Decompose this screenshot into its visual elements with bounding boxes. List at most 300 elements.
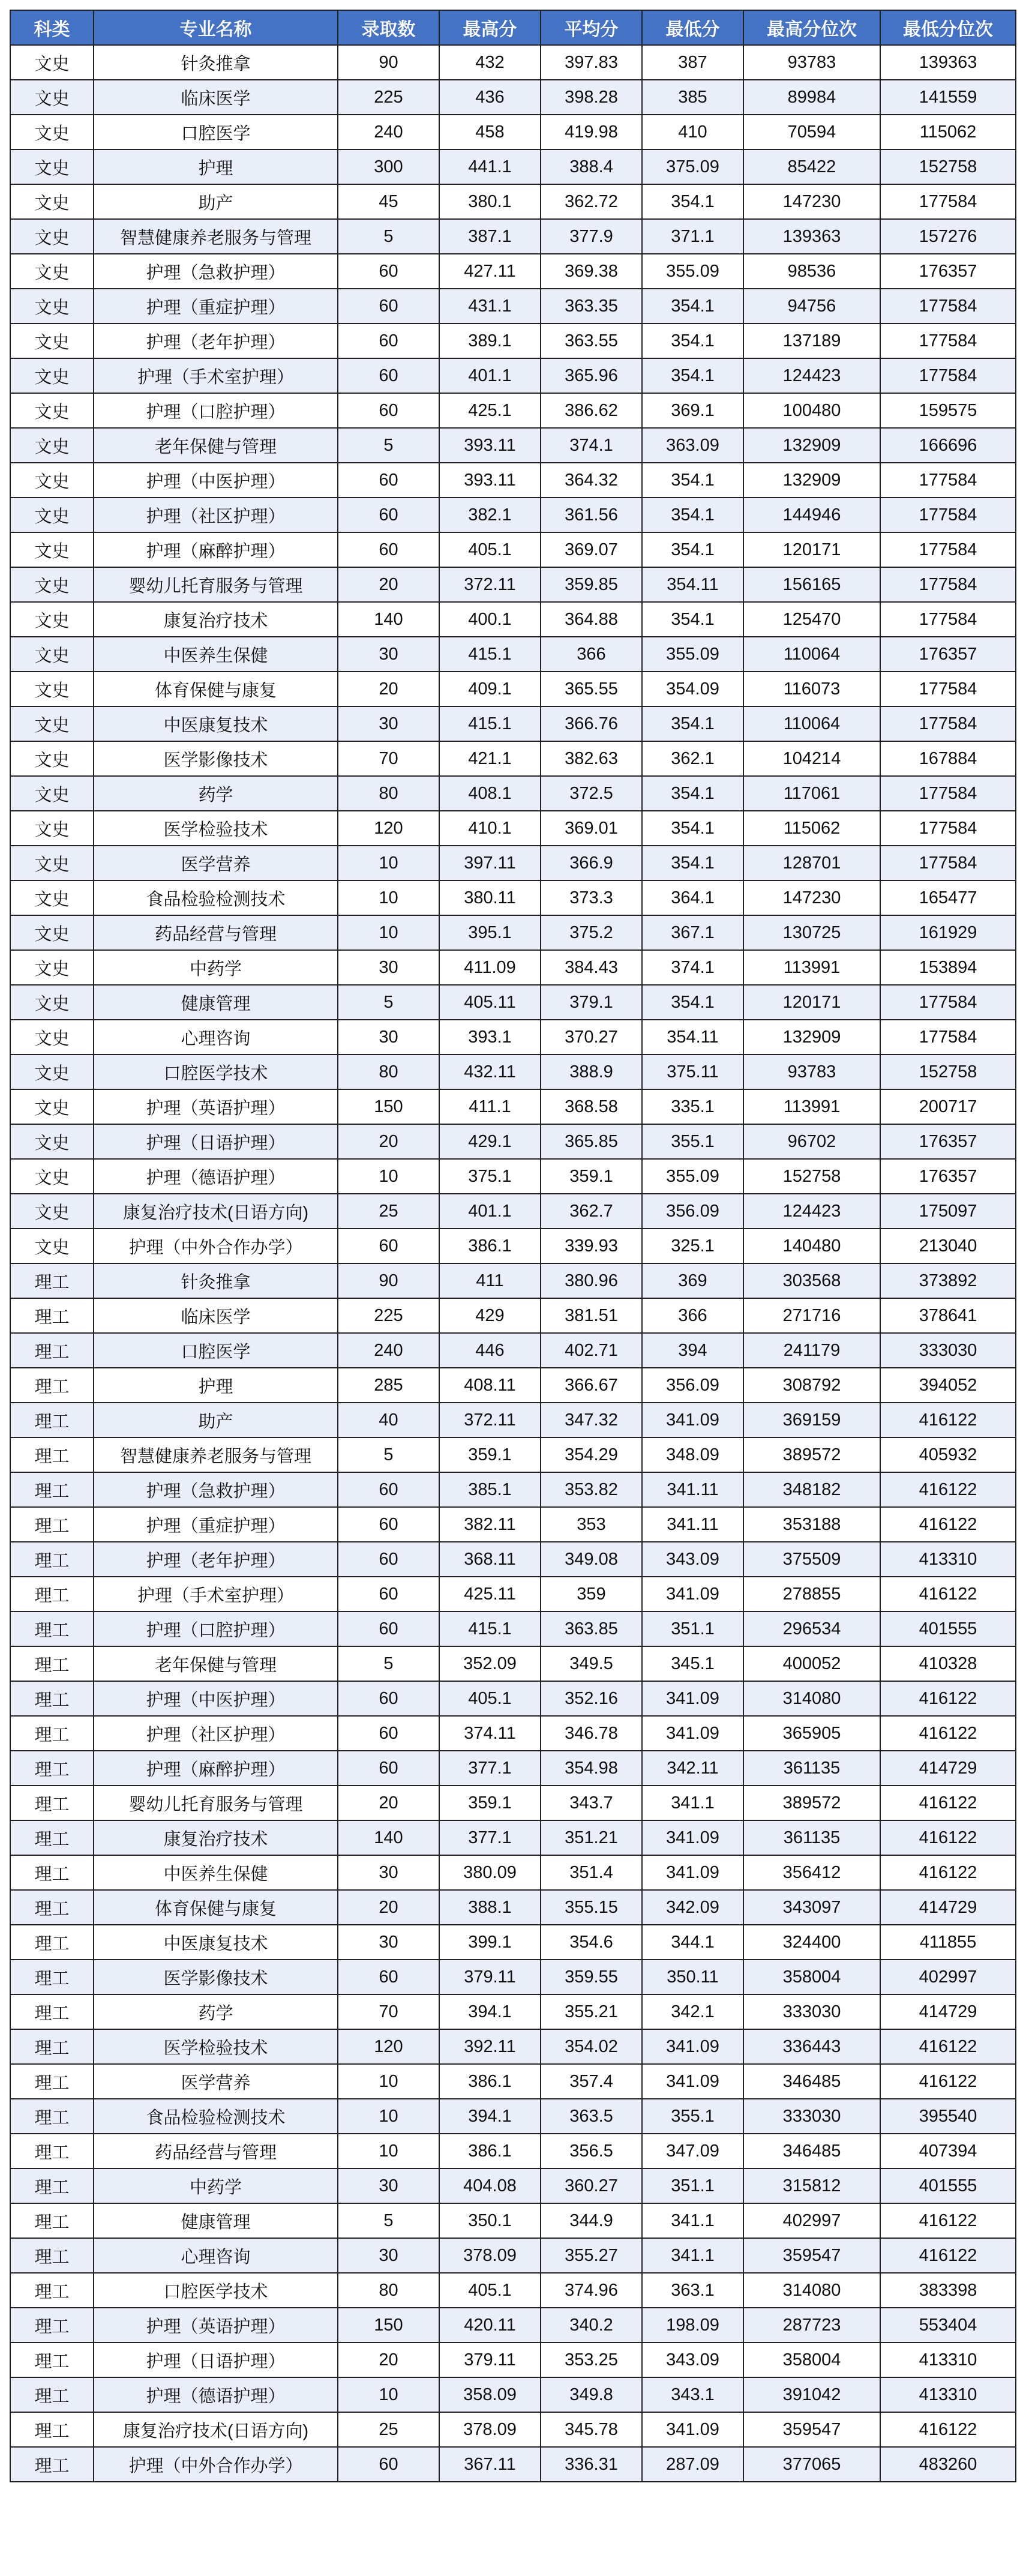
cell-max-rank: 336443 <box>743 2029 880 2064</box>
table-row <box>10 1437 1016 1472</box>
cell-min-rank: 416122 <box>880 1820 1016 1855</box>
cell-major: 助产 <box>94 184 338 219</box>
cell-major: 针灸推拿 <box>94 1263 338 1298</box>
admission-scores-table-container <box>10 10 1015 2482</box>
cell-admitted: 20 <box>338 672 439 706</box>
table-row <box>10 2377 1016 2412</box>
cell-category: 文史 <box>10 324 94 358</box>
cell-major: 护理（老年护理） <box>94 1542 338 1577</box>
cell-category: 理工 <box>10 1263 94 1298</box>
cell-major: 婴幼儿托育服务与管理 <box>94 1786 338 1820</box>
cell-max-score: 408.1 <box>439 776 541 811</box>
cell-min-score: 325.1 <box>642 1229 743 1263</box>
cell-category: 文史 <box>10 219 94 254</box>
cell-min-rank: 416122 <box>880 1507 1016 1542</box>
cell-max-rank: 132909 <box>743 1020 880 1055</box>
cell-avg-score: 397.83 <box>541 45 642 80</box>
cell-major: 护理（急救护理） <box>94 1472 338 1507</box>
cell-min-rank: 483260 <box>880 2447 1016 2482</box>
cell-category: 文史 <box>10 811 94 846</box>
cell-min-score: 356.09 <box>642 1368 743 1403</box>
cell-max-score: 411 <box>439 1263 541 1298</box>
cell-min-rank: 394052 <box>880 1368 1016 1403</box>
cell-avg-score: 363.85 <box>541 1612 642 1646</box>
cell-min-rank: 176357 <box>880 1124 1016 1159</box>
cell-avg-score: 361.56 <box>541 498 642 532</box>
cell-min-rank: 405932 <box>880 1437 1016 1472</box>
cell-max-rank: 98536 <box>743 254 880 289</box>
cell-major: 健康管理 <box>94 985 338 1020</box>
cell-max-score: 352.09 <box>439 1646 541 1681</box>
cell-max-rank: 124423 <box>743 358 880 393</box>
cell-admitted: 10 <box>338 2064 439 2099</box>
cell-max-score: 415.1 <box>439 706 541 741</box>
cell-avg-score: 363.55 <box>541 324 642 358</box>
cell-admitted: 60 <box>338 1472 439 1507</box>
table-row <box>10 219 1016 254</box>
cell-admitted: 30 <box>338 706 439 741</box>
cell-max-rank: 303568 <box>743 1263 880 1298</box>
table-row <box>10 1960 1016 1994</box>
cell-admitted: 30 <box>338 1020 439 1055</box>
table-row <box>10 115 1016 149</box>
cell-max-rank: 375509 <box>743 1542 880 1577</box>
cell-min-rank: 401555 <box>880 2168 1016 2203</box>
cell-max-rank: 113991 <box>743 950 880 985</box>
cell-max-score: 393.11 <box>439 428 541 463</box>
cell-category: 理工 <box>10 1681 94 1716</box>
header-major: 专业名称 <box>94 10 338 45</box>
cell-max-score: 405.1 <box>439 2273 541 2308</box>
table-row <box>10 2064 1016 2099</box>
cell-max-score: 372.11 <box>439 1403 541 1437</box>
cell-min-score: 344.1 <box>642 1925 743 1960</box>
cell-min-score: 364.1 <box>642 880 743 915</box>
cell-major: 护理（中医护理） <box>94 1681 338 1716</box>
cell-category: 理工 <box>10 2168 94 2203</box>
cell-category: 理工 <box>10 2308 94 2343</box>
cell-max-score: 429.1 <box>439 1124 541 1159</box>
cell-avg-score: 357.4 <box>541 2064 642 2099</box>
table-row <box>10 811 1016 846</box>
cell-min-rank: 115062 <box>880 115 1016 149</box>
table-row <box>10 2168 1016 2203</box>
cell-min-rank: 177584 <box>880 1020 1016 1055</box>
table-row <box>10 184 1016 219</box>
cell-max-rank: 93783 <box>743 1055 880 1089</box>
cell-max-rank: 241179 <box>743 1333 880 1368</box>
table-row <box>10 1786 1016 1820</box>
cell-category: 理工 <box>10 1646 94 1681</box>
cell-max-rank: 346485 <box>743 2064 880 2099</box>
cell-major: 婴幼儿托育服务与管理 <box>94 567 338 602</box>
cell-major: 口腔医学 <box>94 1333 338 1368</box>
cell-max-score: 405.1 <box>439 1681 541 1716</box>
cell-avg-score: 355.21 <box>541 1994 642 2029</box>
cell-max-rank: 365905 <box>743 1716 880 1751</box>
cell-min-score: 366 <box>642 1298 743 1333</box>
cell-max-rank: 100480 <box>743 393 880 428</box>
cell-admitted: 20 <box>338 2343 439 2377</box>
cell-min-score: 347.09 <box>642 2134 743 2168</box>
cell-category: 理工 <box>10 2343 94 2377</box>
cell-min-rank: 416122 <box>880 1681 1016 1716</box>
cell-min-score: 375.11 <box>642 1055 743 1089</box>
cell-max-rank: 85422 <box>743 149 880 184</box>
cell-admitted: 285 <box>338 1368 439 1403</box>
cell-min-rank: 152758 <box>880 1055 1016 1089</box>
cell-avg-score: 377.9 <box>541 219 642 254</box>
cell-admitted: 140 <box>338 1820 439 1855</box>
cell-min-rank: 177584 <box>880 567 1016 602</box>
cell-max-score: 385.1 <box>439 1472 541 1507</box>
cell-min-rank: 213040 <box>880 1229 1016 1263</box>
cell-max-rank: 333030 <box>743 2099 880 2134</box>
cell-admitted: 60 <box>338 1681 439 1716</box>
cell-major: 心理咨询 <box>94 1020 338 1055</box>
cell-avg-score: 364.32 <box>541 463 642 498</box>
cell-avg-score: 353 <box>541 1507 642 1542</box>
cell-min-score: 362.1 <box>642 741 743 776</box>
cell-avg-score: 359 <box>541 1577 642 1612</box>
cell-min-rank: 407394 <box>880 2134 1016 2168</box>
cell-avg-score: 386.62 <box>541 393 642 428</box>
cell-min-rank: 395540 <box>880 2099 1016 2134</box>
cell-max-score: 368.11 <box>439 1542 541 1577</box>
cell-max-rank: 315812 <box>743 2168 880 2203</box>
cell-major: 助产 <box>94 1403 338 1437</box>
cell-avg-score: 369.07 <box>541 532 642 567</box>
cell-min-rank: 165477 <box>880 880 1016 915</box>
cell-min-rank: 177584 <box>880 358 1016 393</box>
cell-min-score: 341.1 <box>642 2203 743 2238</box>
cell-min-score: 341.09 <box>642 1716 743 1751</box>
cell-max-score: 358.09 <box>439 2377 541 2412</box>
cell-min-rank: 177584 <box>880 184 1016 219</box>
cell-max-score: 379.11 <box>439 2343 541 2377</box>
cell-category: 文史 <box>10 463 94 498</box>
cell-max-score: 359.1 <box>439 1437 541 1472</box>
cell-max-score: 377.1 <box>439 1751 541 1786</box>
cell-min-rank: 416122 <box>880 1577 1016 1612</box>
cell-min-score: 348.09 <box>642 1437 743 1472</box>
cell-avg-score: 362.7 <box>541 1194 642 1229</box>
cell-admitted: 25 <box>338 1194 439 1229</box>
cell-max-rank: 96702 <box>743 1124 880 1159</box>
cell-max-rank: 117061 <box>743 776 880 811</box>
cell-min-score: 341.09 <box>642 2064 743 2099</box>
cell-major: 护理（社区护理） <box>94 498 338 532</box>
cell-avg-score: 359.85 <box>541 567 642 602</box>
cell-category: 理工 <box>10 2203 94 2238</box>
cell-admitted: 60 <box>338 2447 439 2482</box>
table-row <box>10 1055 1016 1089</box>
table-row <box>10 950 1016 985</box>
table-row <box>10 2412 1016 2447</box>
table-row <box>10 915 1016 950</box>
cell-min-score: 354.11 <box>642 1020 743 1055</box>
cell-avg-score: 365.55 <box>541 672 642 706</box>
cell-min-rank: 166696 <box>880 428 1016 463</box>
cell-min-rank: 333030 <box>880 1333 1016 1368</box>
cell-min-rank: 177584 <box>880 985 1016 1020</box>
cell-max-rank: 356412 <box>743 1855 880 1890</box>
cell-max-score: 380.1 <box>439 184 541 219</box>
cell-admitted: 60 <box>338 289 439 324</box>
cell-avg-score: 343.7 <box>541 1786 642 1820</box>
cell-avg-score: 375.2 <box>541 915 642 950</box>
cell-min-rank: 416122 <box>880 2238 1016 2273</box>
cell-major: 智慧健康养老服务与管理 <box>94 219 338 254</box>
cell-max-score: 350.1 <box>439 2203 541 2238</box>
cell-admitted: 5 <box>338 1437 439 1472</box>
cell-avg-score: 370.27 <box>541 1020 642 1055</box>
table-row <box>10 776 1016 811</box>
cell-min-score: 363.09 <box>642 428 743 463</box>
cell-max-rank: 113991 <box>743 1089 880 1124</box>
cell-min-score: 341.09 <box>642 2029 743 2064</box>
cell-min-rank: 177584 <box>880 776 1016 811</box>
cell-min-rank: 401555 <box>880 1612 1016 1646</box>
cell-category: 理工 <box>10 2447 94 2482</box>
cell-min-score: 341.1 <box>642 2238 743 2273</box>
cell-category: 文史 <box>10 1055 94 1089</box>
cell-avg-score: 382.63 <box>541 741 642 776</box>
table-row <box>10 2273 1016 2308</box>
cell-max-score: 425.1 <box>439 393 541 428</box>
table-row <box>10 1124 1016 1159</box>
cell-max-score: 375.1 <box>439 1159 541 1194</box>
cell-admitted: 10 <box>338 1159 439 1194</box>
cell-min-rank: 414729 <box>880 1751 1016 1786</box>
table-row <box>10 985 1016 1020</box>
table-row <box>10 2203 1016 2238</box>
cell-admitted: 90 <box>338 45 439 80</box>
cell-category: 文史 <box>10 950 94 985</box>
cell-min-rank: 177584 <box>880 672 1016 706</box>
cell-min-score: 341.09 <box>642 1403 743 1437</box>
cell-min-rank: 167884 <box>880 741 1016 776</box>
cell-max-rank: 110064 <box>743 706 880 741</box>
cell-category: 理工 <box>10 1472 94 1507</box>
cell-admitted: 120 <box>338 811 439 846</box>
cell-min-rank: 373892 <box>880 1263 1016 1298</box>
cell-category: 文史 <box>10 115 94 149</box>
cell-avg-score: 359.1 <box>541 1159 642 1194</box>
cell-max-score: 401.1 <box>439 1194 541 1229</box>
table-row <box>10 672 1016 706</box>
header-max-rank: 最高分位次 <box>743 10 880 45</box>
cell-avg-score: 374.1 <box>541 428 642 463</box>
cell-min-rank: 176357 <box>880 254 1016 289</box>
cell-min-rank: 139363 <box>880 45 1016 80</box>
cell-min-rank: 157276 <box>880 219 1016 254</box>
cell-min-rank: 383398 <box>880 2273 1016 2308</box>
cell-min-score: 374.1 <box>642 950 743 985</box>
cell-max-score: 372.11 <box>439 567 541 602</box>
cell-admitted: 60 <box>338 498 439 532</box>
cell-avg-score: 419.98 <box>541 115 642 149</box>
cell-major: 心理咨询 <box>94 2238 338 2273</box>
table-row <box>10 2308 1016 2343</box>
cell-admitted: 60 <box>338 463 439 498</box>
cell-major: 康复治疗技术 <box>94 1820 338 1855</box>
cell-max-score: 429 <box>439 1298 541 1333</box>
cell-avg-score: 359.55 <box>541 1960 642 1994</box>
cell-category: 文史 <box>10 706 94 741</box>
cell-min-rank: 176357 <box>880 1159 1016 1194</box>
cell-category: 文史 <box>10 498 94 532</box>
cell-max-rank: 128701 <box>743 846 880 880</box>
cell-admitted: 60 <box>338 532 439 567</box>
cell-category: 理工 <box>10 2064 94 2099</box>
cell-admitted: 20 <box>338 567 439 602</box>
cell-category: 文史 <box>10 1159 94 1194</box>
cell-min-rank: 176357 <box>880 637 1016 672</box>
cell-avg-score: 360.27 <box>541 2168 642 2203</box>
cell-min-rank: 416122 <box>880 2064 1016 2099</box>
table-row <box>10 1403 1016 1437</box>
cell-major: 护理（日语护理） <box>94 1124 338 1159</box>
cell-max-score: 404.08 <box>439 2168 541 2203</box>
cell-admitted: 20 <box>338 1786 439 1820</box>
cell-max-score: 405.11 <box>439 985 541 1020</box>
cell-avg-score: 352.16 <box>541 1681 642 1716</box>
cell-admitted: 60 <box>338 393 439 428</box>
cell-max-rank: 116073 <box>743 672 880 706</box>
cell-major: 护理（社区护理） <box>94 1716 338 1751</box>
cell-avg-score: 354.98 <box>541 1751 642 1786</box>
table-row <box>10 846 1016 880</box>
table-row <box>10 706 1016 741</box>
table-row <box>10 1298 1016 1333</box>
cell-max-rank: 125470 <box>743 602 880 637</box>
cell-max-score: 382.11 <box>439 1507 541 1542</box>
cell-avg-score: 368.58 <box>541 1089 642 1124</box>
cell-min-rank: 416122 <box>880 2412 1016 2447</box>
table-row <box>10 149 1016 184</box>
cell-category: 文史 <box>10 776 94 811</box>
cell-min-score: 354.1 <box>642 602 743 637</box>
cell-admitted: 5 <box>338 985 439 1020</box>
cell-category: 理工 <box>10 1333 94 1368</box>
cell-min-rank: 416122 <box>880 2203 1016 2238</box>
cell-admitted: 5 <box>338 1646 439 1681</box>
cell-category: 理工 <box>10 1751 94 1786</box>
table-row <box>10 1925 1016 1960</box>
cell-max-score: 400.1 <box>439 602 541 637</box>
cell-avg-score: 388.9 <box>541 1055 642 1089</box>
cell-max-rank: 402997 <box>743 2203 880 2238</box>
cell-min-rank: 414729 <box>880 1994 1016 2029</box>
cell-category: 理工 <box>10 2412 94 2447</box>
cell-max-rank: 130725 <box>743 915 880 950</box>
cell-major: 中医养生保健 <box>94 637 338 672</box>
cell-avg-score: 372.5 <box>541 776 642 811</box>
cell-min-score: 367.1 <box>642 915 743 950</box>
cell-major: 药品经营与管理 <box>94 915 338 950</box>
cell-major: 医学影像技术 <box>94 741 338 776</box>
table-row <box>10 80 1016 115</box>
cell-avg-score: 388.4 <box>541 149 642 184</box>
cell-max-rank: 271716 <box>743 1298 880 1333</box>
cell-max-rank: 361135 <box>743 1751 880 1786</box>
cell-max-rank: 124423 <box>743 1194 880 1229</box>
cell-admitted: 90 <box>338 1263 439 1298</box>
cell-min-score: 354.1 <box>642 985 743 1020</box>
cell-category: 理工 <box>10 1612 94 1646</box>
cell-min-score: 369 <box>642 1263 743 1298</box>
cell-category: 理工 <box>10 1716 94 1751</box>
cell-max-rank: 296534 <box>743 1612 880 1646</box>
cell-max-score: 377.1 <box>439 1820 541 1855</box>
table-row <box>10 1716 1016 1751</box>
table-row <box>10 254 1016 289</box>
cell-max-score: 380.09 <box>439 1855 541 1890</box>
table-row <box>10 289 1016 324</box>
cell-avg-score: 356.5 <box>541 2134 642 2168</box>
cell-admitted: 60 <box>338 1716 439 1751</box>
cell-min-score: 343.09 <box>642 1542 743 1577</box>
cell-major: 医学影像技术 <box>94 1960 338 1994</box>
table-row <box>10 1089 1016 1124</box>
cell-max-rank: 361135 <box>743 1820 880 1855</box>
cell-major: 医学检验技术 <box>94 811 338 846</box>
cell-avg-score: 402.71 <box>541 1333 642 1368</box>
table-row <box>10 741 1016 776</box>
cell-admitted: 120 <box>338 2029 439 2064</box>
cell-category: 理工 <box>10 1298 94 1333</box>
cell-min-rank: 410328 <box>880 1646 1016 1681</box>
cell-major: 护理（手术室护理） <box>94 1577 338 1612</box>
cell-min-rank: 152758 <box>880 149 1016 184</box>
cell-max-score: 401.1 <box>439 358 541 393</box>
cell-major: 食品检验检测技术 <box>94 880 338 915</box>
cell-admitted: 60 <box>338 1229 439 1263</box>
cell-major: 健康管理 <box>94 2203 338 2238</box>
cell-category: 文史 <box>10 393 94 428</box>
cell-major: 针灸推拿 <box>94 45 338 80</box>
cell-avg-score: 374.96 <box>541 2273 642 2308</box>
cell-avg-score: 369.01 <box>541 811 642 846</box>
cell-max-score: 425.11 <box>439 1577 541 1612</box>
cell-admitted: 10 <box>338 2377 439 2412</box>
cell-major: 护理 <box>94 1368 338 1403</box>
cell-category: 理工 <box>10 1403 94 1437</box>
cell-max-score: 446 <box>439 1333 541 1368</box>
cell-avg-score: 354.29 <box>541 1437 642 1472</box>
cell-admitted: 60 <box>338 1751 439 1786</box>
cell-admitted: 60 <box>338 324 439 358</box>
table-row <box>10 1890 1016 1925</box>
cell-max-score: 458 <box>439 115 541 149</box>
cell-min-rank: 177584 <box>880 811 1016 846</box>
cell-max-score: 421.1 <box>439 741 541 776</box>
cell-min-score: 343.09 <box>642 2343 743 2377</box>
cell-max-rank: 120171 <box>743 532 880 567</box>
cell-min-score: 355.09 <box>642 1159 743 1194</box>
cell-avg-score: 364.88 <box>541 602 642 637</box>
cell-max-rank: 132909 <box>743 463 880 498</box>
cell-min-rank: 553404 <box>880 2308 1016 2343</box>
cell-min-score: 387 <box>642 45 743 80</box>
cell-min-score: 371.1 <box>642 219 743 254</box>
cell-min-rank: 141559 <box>880 80 1016 115</box>
cell-min-score: 354.1 <box>642 776 743 811</box>
cell-min-rank: 177584 <box>880 498 1016 532</box>
cell-min-score: 342.1 <box>642 1994 743 2029</box>
cell-admitted: 70 <box>338 1994 439 2029</box>
